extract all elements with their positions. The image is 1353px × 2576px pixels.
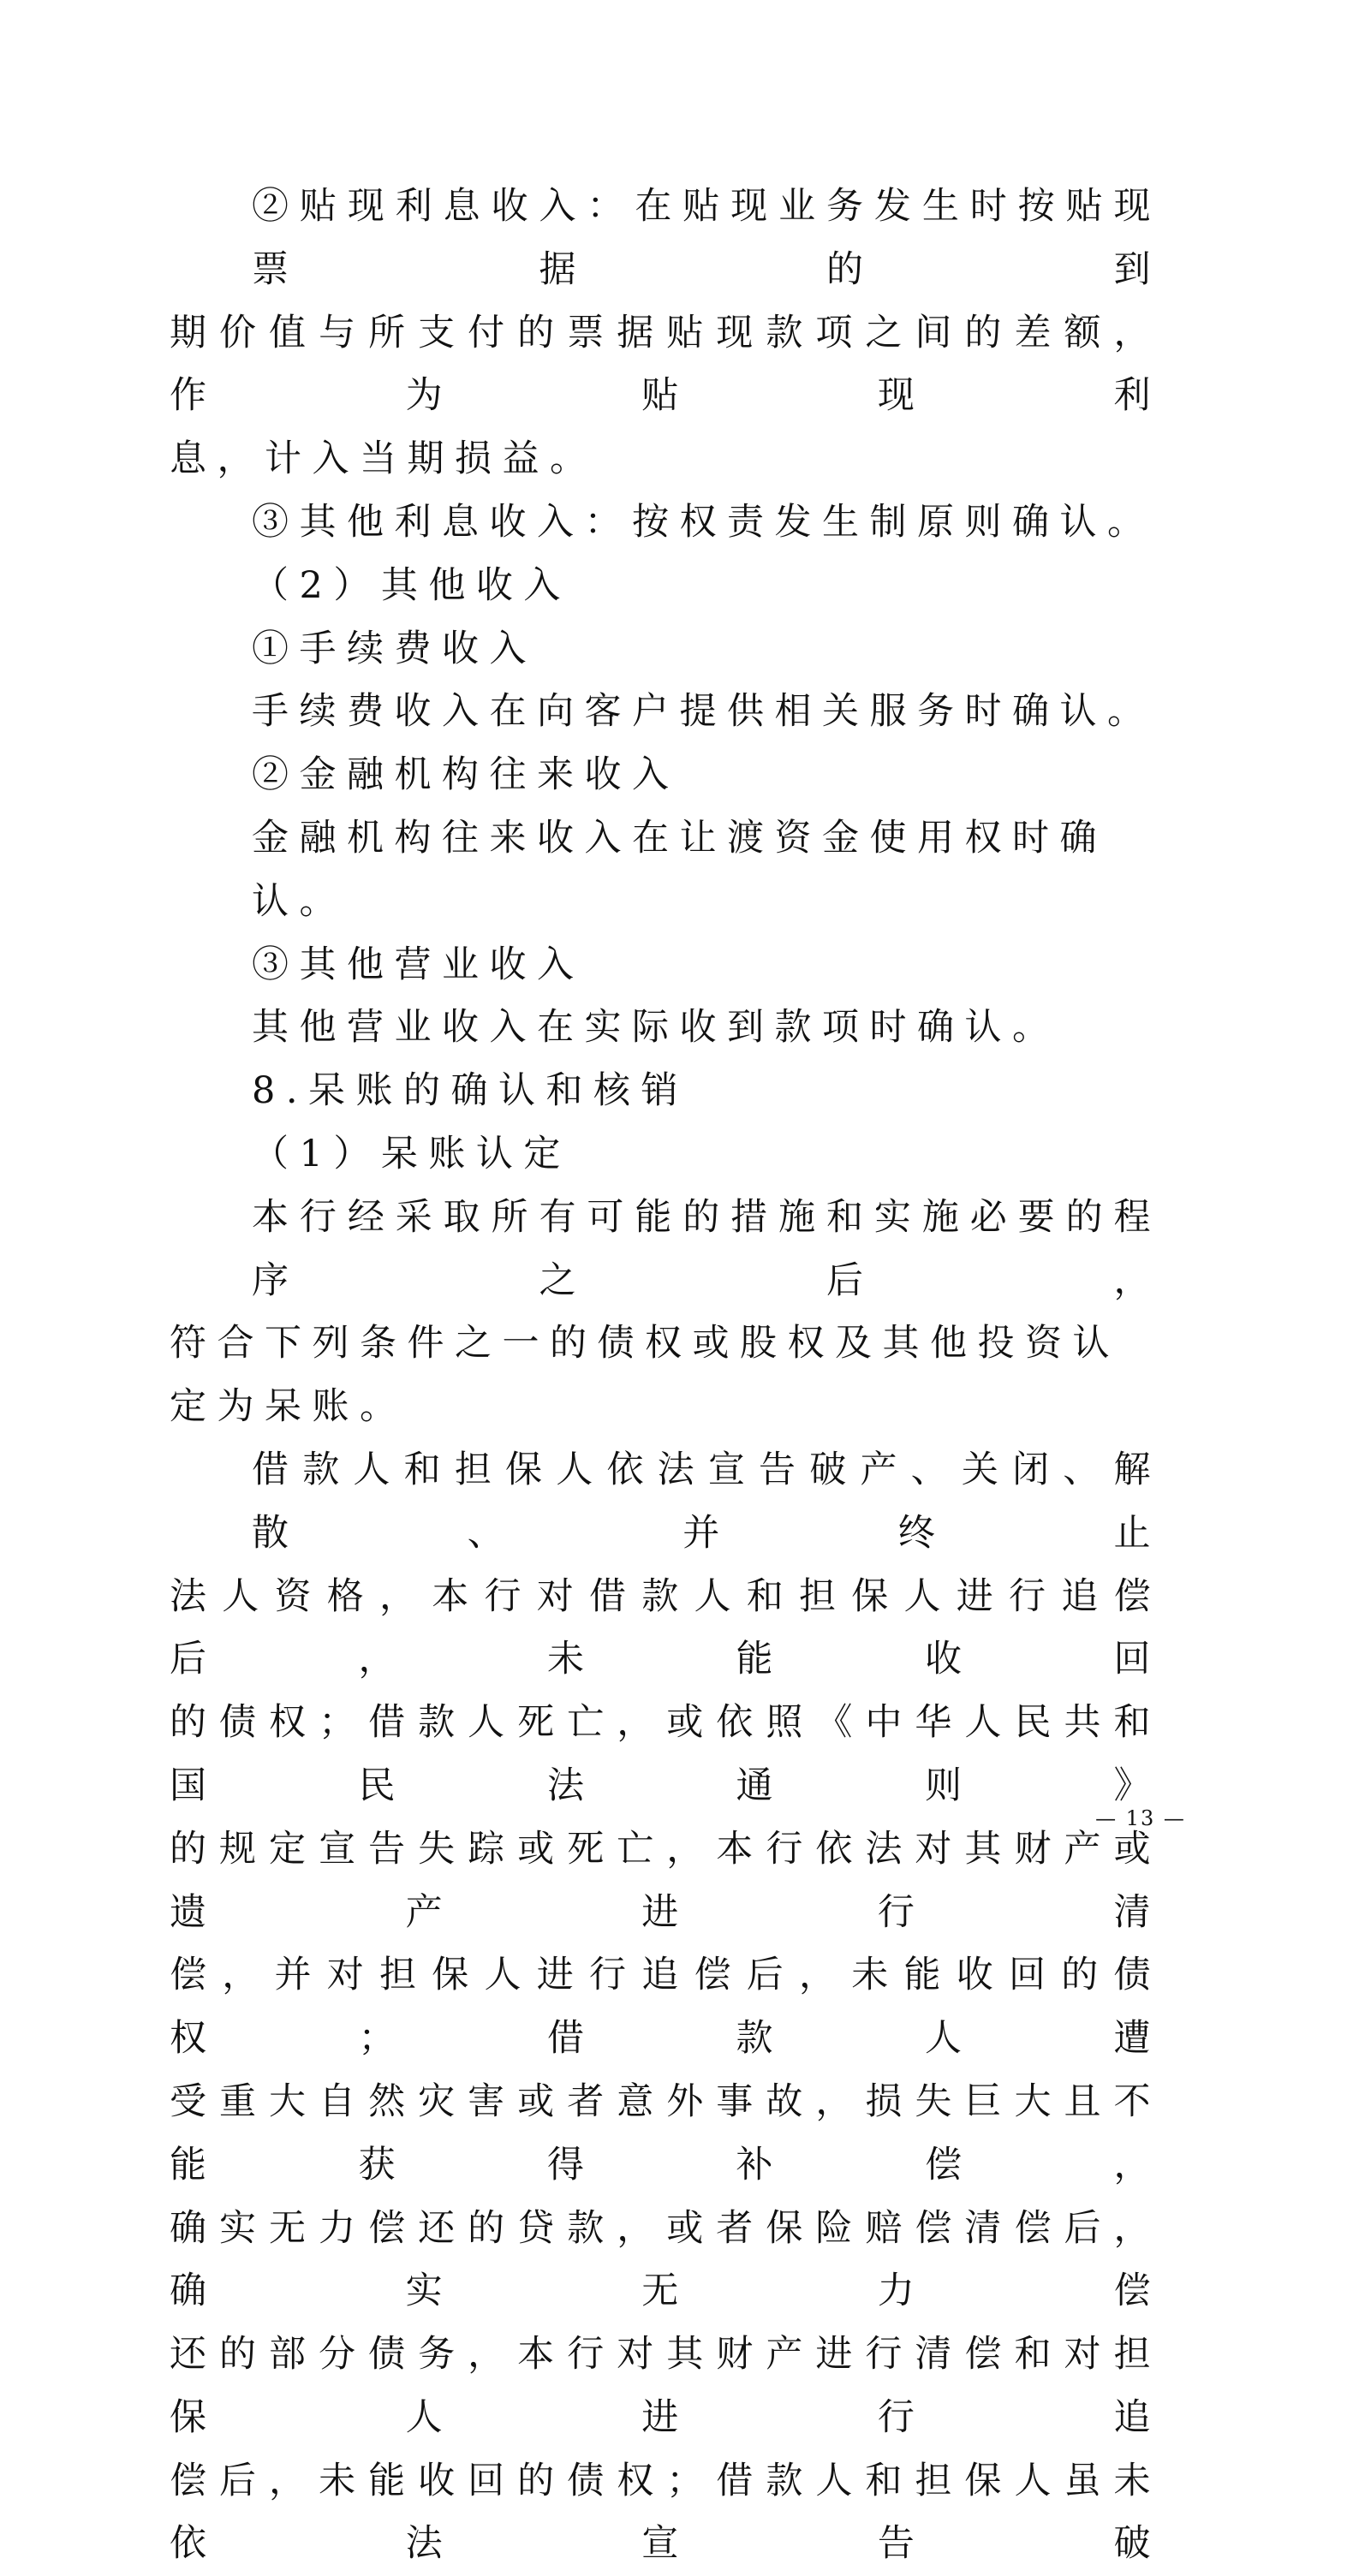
- page-number: — 13 —: [1095, 1806, 1186, 1830]
- text-line: ③其他利息收入：按权责发生制原则确认。: [252, 500, 1155, 544]
- text-line: ②贴现利息收入：在贴现业务发生时按贴现票据的到: [252, 185, 1161, 291]
- text-line: 息，计入当期损益。: [170, 437, 598, 481]
- text-line: 手续费收入在向客户提供相关服务时确认。: [252, 690, 1155, 734]
- text-line: 的债权；借款人死亡，或依照《中华人民共和国民法通则》: [170, 1701, 1161, 1807]
- text-line: 借款人和担保人依法宣告破产、关闭、解散、并终止: [252, 1448, 1161, 1555]
- text-line: 本行经采取所有可能的措施和实施必要的程序之后，: [252, 1195, 1161, 1302]
- text-line: 还的部分债务，本行对其财产进行清偿和对担保人进行追: [170, 2333, 1161, 2439]
- text-line: 偿后，未能收回的债权；借款人和担保人虽未依法宣告破: [170, 2459, 1161, 2566]
- text-line: 期价值与所支付的票据贴现款项之间的差额，作为贴现利: [170, 311, 1161, 418]
- text-line: ①手续费收入: [252, 627, 537, 670]
- text-line: ②金融机构往来收入: [252, 753, 680, 797]
- text-line: （2）其他收入: [252, 563, 571, 607]
- text-line: （1）呆账认定: [252, 1132, 571, 1175]
- text-line: 偿，并对担保人进行追偿后，未能收回的债权；借款人遭: [170, 1954, 1161, 2061]
- text-line: 其他营业收入在实际收到款项时确认。: [252, 1006, 1060, 1050]
- text-line: 受重大自然灾害或者意外事故，损失巨大且不能获得补偿，: [170, 2079, 1161, 2186]
- text-line: 法人资格，本行对借款人和担保人进行追偿后，未能收回: [170, 1574, 1161, 1681]
- text-line: 确实无力偿还的贷款，或者保险赔偿清偿后，确实无力偿: [170, 2206, 1161, 2313]
- text-line: 符合下列条件之一的债权或股权及其他投资认定为呆账。: [170, 1322, 1120, 1429]
- text-line: 8.呆账的确认和核销: [252, 1069, 689, 1113]
- body-text: [170, 176, 1161, 2576]
- text-line: 金融机构往来收入在让渡资金使用权时确认。: [252, 816, 1107, 923]
- text-line: ③其他营业收入: [252, 943, 585, 986]
- text-line: 的规定宣告失踪或死亡，本行依法对其财产或遗产进行清: [170, 1827, 1161, 1934]
